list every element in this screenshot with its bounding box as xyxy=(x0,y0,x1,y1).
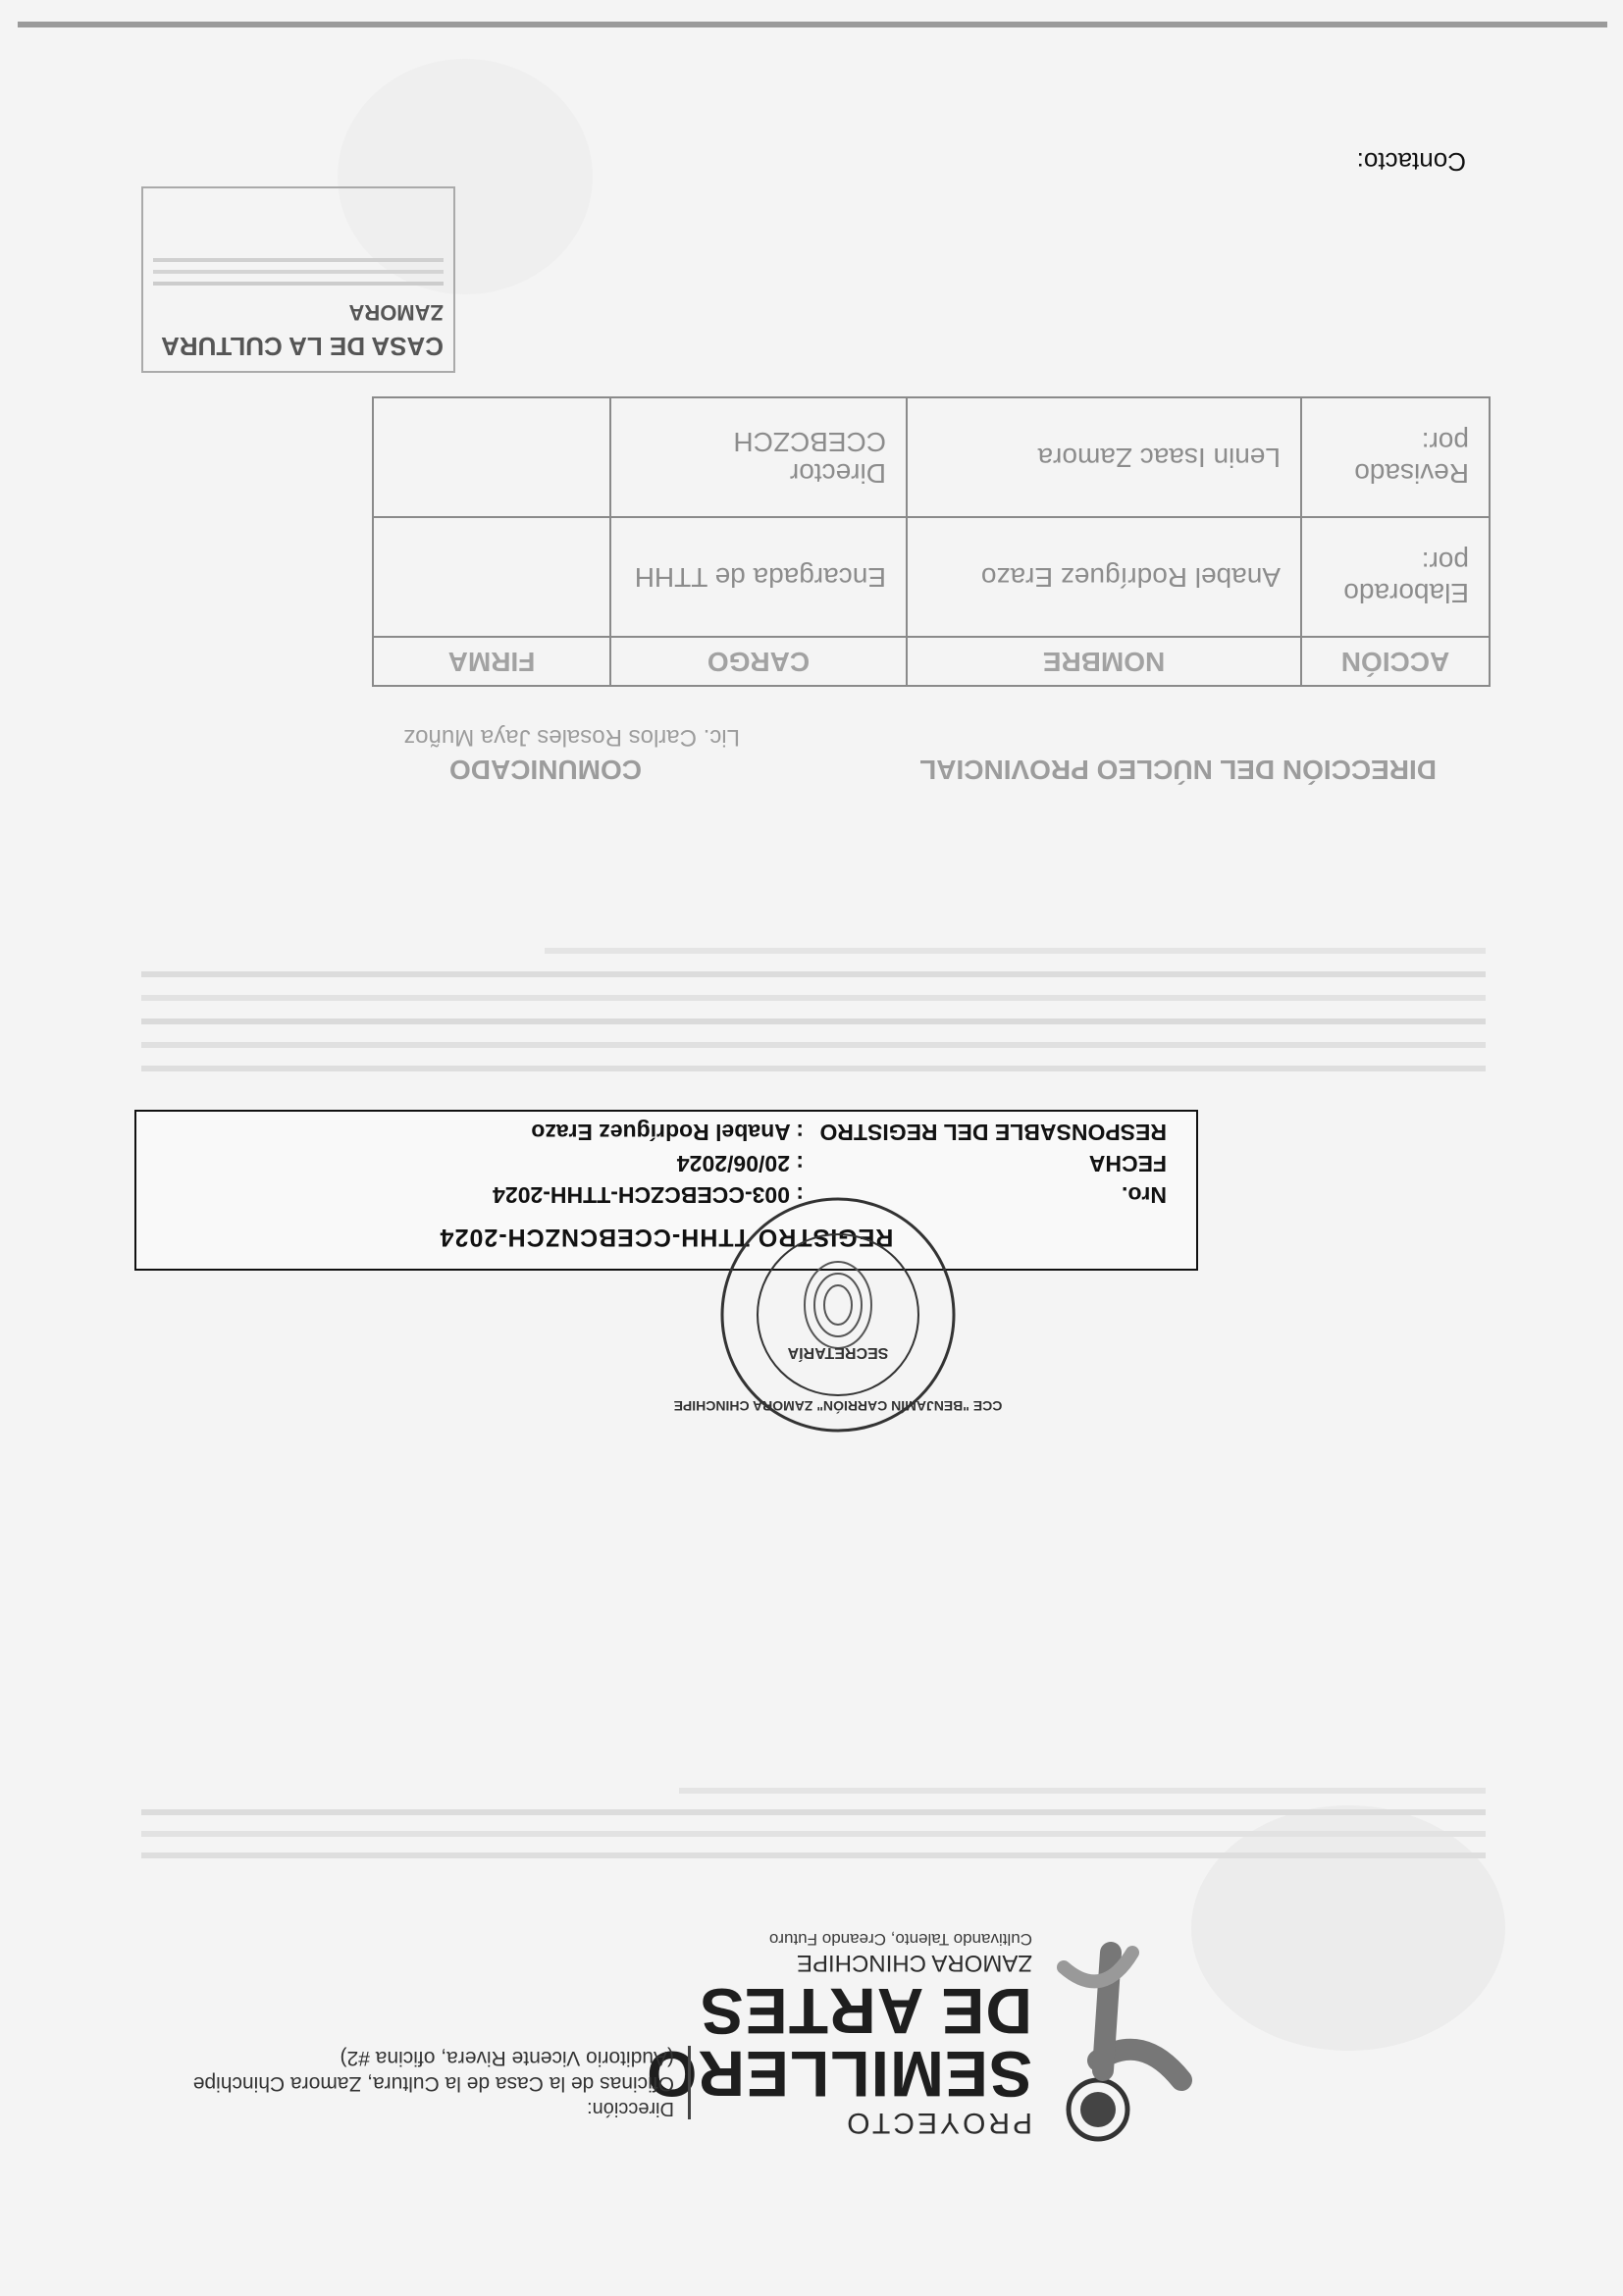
signature-table-header xyxy=(373,637,1490,686)
cargo-cell: Director CCEBCZCH xyxy=(610,397,907,517)
program-region: ZAMORA CHINCHIPE xyxy=(796,1950,1032,1976)
nombre-cell: Anabel Rodríguez Erazo xyxy=(907,517,1301,637)
program-name-line1: SEMILLERO xyxy=(645,2038,1032,2111)
certification-stamp xyxy=(141,186,455,373)
right-signature-name: Lic. Carlos Rosales Jaya Muñoz xyxy=(403,724,740,751)
table-row xyxy=(373,397,1490,517)
bleed-through-text xyxy=(141,1678,1486,1874)
accion-cell: Elaborado por: xyxy=(1301,517,1490,637)
table-row xyxy=(373,517,1490,637)
registro-value: : Anabel Rodríguez Erazo xyxy=(531,1120,804,1145)
right-signature-heading: COMUNICADO xyxy=(449,755,642,785)
registro-value: : 20/06/2024 xyxy=(676,1151,804,1176)
program-name-line2: DE ARTES xyxy=(699,1975,1032,2048)
registro-row-responsable xyxy=(531,1119,1167,1145)
registro-box xyxy=(134,1110,1198,1271)
stamp-outer-text: CCE "BENJAMÍN CARRIÓN" ZAMORA CHINCHIPE xyxy=(673,1398,1003,1414)
nombre-cell: Lenin Isaac Zamora xyxy=(907,397,1301,517)
signature-table xyxy=(372,396,1491,687)
registro-title: REGISTRO TTHH-CCEBCNZCH-2024 xyxy=(439,1224,894,1251)
column-header: ACCIÓN xyxy=(1301,637,1490,686)
program-tagline: Cultivando Talento, Creando Futuro xyxy=(768,1930,1032,1949)
firma-cell xyxy=(373,517,610,637)
address-line-2: (Auditorio Vicente Rivera, oficina #2) xyxy=(340,2047,674,2069)
registro-label: FECHA xyxy=(1088,1151,1167,1176)
column-header: FIRMA xyxy=(373,637,610,686)
certification-stamp-institution: CASA DE LA CULTURA xyxy=(161,332,444,361)
contact-label: Contacto: xyxy=(1356,147,1466,177)
registro-value: : 003-CCEBCZCH-TTHH-2024 xyxy=(493,1182,804,1208)
address-label: Dirección: xyxy=(587,2098,674,2119)
semillero-logo-icon xyxy=(1044,1933,1201,2149)
cargo-cell: Encargada de TTHH xyxy=(610,517,907,637)
certification-stamp-region: ZAMORA xyxy=(348,300,444,325)
project-label: PROYECTO xyxy=(844,2107,1032,2139)
program-name xyxy=(645,1975,1032,2111)
registro-row-fecha xyxy=(677,1150,1167,1176)
registro-label: Nro. xyxy=(1122,1182,1167,1208)
address-line-1: Oficinas de la Casa de la Cultura, Zamora Chinchipe xyxy=(192,2072,674,2095)
secretaria-stamp-icon xyxy=(673,1187,1003,1442)
left-signature-heading: DIRECCIÓN DEL NÚCLEO PROVINCIAL xyxy=(919,755,1437,785)
address-block xyxy=(125,2046,691,2119)
registro-label: RESPONSABLE DEL REGISTRO xyxy=(819,1120,1167,1145)
column-header: NOMBRE xyxy=(907,637,1301,686)
firma-cell xyxy=(373,397,610,517)
accion-cell: Revisado por: xyxy=(1301,397,1490,517)
stamp-center-text: SECRETARÍA xyxy=(787,1344,889,1361)
column-header: CARGO xyxy=(610,637,907,686)
